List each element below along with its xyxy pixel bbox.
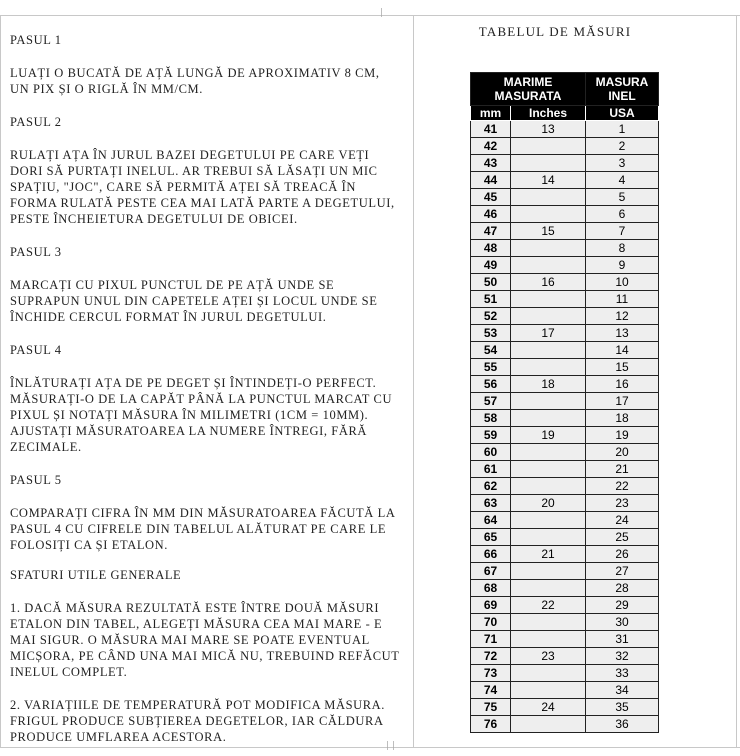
cell-inches xyxy=(511,665,586,682)
cell-usa: 4 xyxy=(586,172,659,189)
table-row xyxy=(471,325,659,342)
step-2-heading: PASUL 2 xyxy=(10,115,62,129)
cell-mm: 65 xyxy=(471,529,511,546)
table-row xyxy=(471,682,659,699)
table-title: TABELUL DE MĂSURI xyxy=(478,24,632,39)
cell-inches xyxy=(511,529,586,546)
cell-inches xyxy=(511,138,586,155)
table-row xyxy=(471,597,659,614)
cell-usa: 3 xyxy=(586,155,659,172)
cell-mm: 51 xyxy=(471,291,511,308)
page-marker-bottom: | | xyxy=(386,741,395,751)
cell-mm: 72 xyxy=(471,648,511,665)
cell-mm: 53 xyxy=(471,325,511,342)
cell-usa: 14 xyxy=(586,342,659,359)
cell-usa: 18 xyxy=(586,410,659,427)
cell-mm: 47 xyxy=(471,223,511,240)
cell-mm: 54 xyxy=(471,342,511,359)
table-row xyxy=(471,580,659,597)
cell-usa: 12 xyxy=(586,308,659,325)
size-table xyxy=(470,72,659,733)
cell-inches: 18 xyxy=(511,376,586,393)
cell-usa: 35 xyxy=(586,699,659,716)
cell-inches: 17 xyxy=(511,325,586,342)
cell-inches: 21 xyxy=(511,546,586,563)
cell-mm: 49 xyxy=(471,257,511,274)
cell-usa: 32 xyxy=(586,648,659,665)
cell-usa: 34 xyxy=(586,682,659,699)
column-divider xyxy=(413,15,414,748)
cell-usa: 5 xyxy=(586,189,659,206)
cell-mm: 70 xyxy=(471,614,511,631)
cell-mm: 59 xyxy=(471,427,511,444)
instructions-column xyxy=(10,26,400,745)
cell-inches xyxy=(511,291,586,308)
cell-inches xyxy=(511,512,586,529)
cell-inches xyxy=(511,563,586,580)
cell-usa: 9 xyxy=(586,257,659,274)
cell-mm: 75 xyxy=(471,699,511,716)
cell-usa: 17 xyxy=(586,393,659,410)
table-row xyxy=(471,172,659,189)
table-row xyxy=(471,189,659,206)
cell-mm: 73 xyxy=(471,665,511,682)
page-marker-top: | xyxy=(380,8,384,18)
table-row xyxy=(471,461,659,478)
cell-usa: 31 xyxy=(586,631,659,648)
table-row xyxy=(471,614,659,631)
step-3-heading: PASUL 3 xyxy=(10,245,62,259)
cell-inches xyxy=(511,410,586,427)
cell-usa: 30 xyxy=(586,614,659,631)
cell-mm: 58 xyxy=(471,410,511,427)
cell-usa: 13 xyxy=(586,325,659,342)
cell-inches xyxy=(511,444,586,461)
step-5-text: COMPARAȚI CIFRA ÎN MM DIN MĂSURATOAREA FĂCUTĂ LA PASUL 4 CU CIFRELE DIN TABELUL ALĂTURAT PE CARE LE FOLOSIȚI CA ȘI ETALON. xyxy=(10,506,395,552)
cell-mm: 42 xyxy=(471,138,511,155)
table-row xyxy=(471,291,659,308)
col-usa-header: USA xyxy=(586,106,659,121)
table-row xyxy=(471,512,659,529)
cell-mm: 66 xyxy=(471,546,511,563)
table-row xyxy=(471,444,659,461)
size-rows xyxy=(471,121,659,733)
cell-inches xyxy=(511,155,586,172)
tip-1-text: 1. DACĂ MĂSURA REZULTATĂ ESTE ÎNTRE DOUĂ MĂSURI ETALON DIN TABEL, ALEGEȚI MĂSURA CEA MAI MARE - E MAI SIGUR. O MĂSURA MAI MARE SE POATE EVENTUAL MICȘORA, PE CÂND UNA MAI MICĂ NU, TREBUIND REFĂCUT INELUL COMPLET. xyxy=(10,601,400,679)
cell-inches xyxy=(511,580,586,597)
table-row xyxy=(471,206,659,223)
cell-usa: 20 xyxy=(586,444,659,461)
table-row xyxy=(471,155,659,172)
cell-mm: 41 xyxy=(471,121,511,138)
cell-usa: 23 xyxy=(586,495,659,512)
header-ring-size: MASURA INEL xyxy=(586,73,659,106)
cell-mm: 43 xyxy=(471,155,511,172)
cell-usa: 11 xyxy=(586,291,659,308)
step-1-heading: PASUL 1 xyxy=(10,33,62,47)
cell-mm: 56 xyxy=(471,376,511,393)
cell-mm: 67 xyxy=(471,563,511,580)
step-1-text: LUAȚI O BUCATĂ DE AȚĂ LUNGĂ DE APROXIMATIV 8 CM, UN PIX ȘI O RIGLĂ ÎN MM/CM. xyxy=(10,66,380,96)
table-row xyxy=(471,478,659,495)
cell-inches xyxy=(511,342,586,359)
cell-usa: 24 xyxy=(586,512,659,529)
cell-inches xyxy=(511,461,586,478)
right-border xyxy=(736,15,737,748)
table-row xyxy=(471,563,659,580)
cell-usa: 10 xyxy=(586,274,659,291)
cell-usa: 2 xyxy=(586,138,659,155)
cell-inches xyxy=(511,682,586,699)
header-measured-size: MARIME MASURATA xyxy=(471,73,586,106)
cell-usa: 8 xyxy=(586,240,659,257)
step-5-heading: PASUL 5 xyxy=(10,473,62,487)
tips-heading: SFATURI UTILE GENERALE xyxy=(10,568,182,582)
cell-mm: 68 xyxy=(471,580,511,597)
step-3-text: MARCAȚI CU PIXUL PUNCTUL DE PE AȚĂ UNDE SE SUPRAPUN UNUL DIN CAPETELE AȚEI ȘI LOCUL UNDE SE ÎNCHIDE CERCUL FORMAT ÎN JURUL DEGETULUI. xyxy=(10,278,378,324)
cell-usa: 16 xyxy=(586,376,659,393)
table-row xyxy=(471,342,659,359)
table-row xyxy=(471,546,659,563)
table-row xyxy=(471,393,659,410)
cell-usa: 25 xyxy=(586,529,659,546)
table-row xyxy=(471,257,659,274)
cell-mm: 46 xyxy=(471,206,511,223)
table-row xyxy=(471,121,659,138)
cell-usa: 28 xyxy=(586,580,659,597)
bottom-border xyxy=(0,747,740,748)
cell-mm: 64 xyxy=(471,512,511,529)
cell-usa: 15 xyxy=(586,359,659,376)
cell-inches xyxy=(511,393,586,410)
cell-usa: 7 xyxy=(586,223,659,240)
col-mm-header: mm xyxy=(471,106,511,121)
col-inches-header: Inches xyxy=(511,106,586,121)
table-row xyxy=(471,631,659,648)
cell-usa: 1 xyxy=(586,121,659,138)
cell-mm: 52 xyxy=(471,308,511,325)
cell-inches xyxy=(511,614,586,631)
table-row xyxy=(471,308,659,325)
cell-inches xyxy=(511,206,586,223)
cell-inches: 19 xyxy=(511,427,586,444)
cell-inches: 22 xyxy=(511,597,586,614)
table-row xyxy=(471,376,659,393)
table-row xyxy=(471,665,659,682)
cell-mm: 45 xyxy=(471,189,511,206)
table-row xyxy=(471,495,659,512)
table-row xyxy=(471,240,659,257)
top-border xyxy=(0,15,740,16)
cell-inches: 13 xyxy=(511,121,586,138)
cell-inches: 24 xyxy=(511,699,586,716)
cell-inches: 14 xyxy=(511,172,586,189)
cell-inches xyxy=(511,716,586,733)
table-row xyxy=(471,529,659,546)
tip-2-text: 2. VARIAȚIILE DE TEMPERATURĂ POT MODIFICA MĂSURA. FRIGUL PRODUCE SUBȚIEREA DEGETELOR, IAR CĂLDURA PRODUCE UMFLAREA ACESTORA. xyxy=(10,698,386,744)
cell-mm: 55 xyxy=(471,359,511,376)
cell-mm: 63 xyxy=(471,495,511,512)
cell-inches xyxy=(511,359,586,376)
table-row xyxy=(471,274,659,291)
left-border xyxy=(0,15,1,748)
cell-inches: 23 xyxy=(511,648,586,665)
cell-inches xyxy=(511,478,586,495)
table-row xyxy=(471,427,659,444)
cell-usa: 36 xyxy=(586,716,659,733)
cell-mm: 61 xyxy=(471,461,511,478)
cell-mm: 71 xyxy=(471,631,511,648)
step-4-heading: PASUL 4 xyxy=(10,343,62,357)
cell-mm: 74 xyxy=(471,682,511,699)
cell-mm: 60 xyxy=(471,444,511,461)
cell-mm: 76 xyxy=(471,716,511,733)
cell-mm: 48 xyxy=(471,240,511,257)
cell-usa: 22 xyxy=(586,478,659,495)
cell-mm: 62 xyxy=(471,478,511,495)
step-4-text: ÎNLĂTURAȚI AȚA DE PE DEGET ȘI ÎNTINDEȚI-O PERFECT. MĂSURAȚI-O DE LA CAPĂT PÂNĂ LA PUNCTUL MARCAT CU PIXUL ȘI NOTAȚI MĂSURA ÎN MILIMETRI (1CM = 10MM). AJUSTAȚI MĂSURATOAREA LA NUMERE ÎNTREGI, FĂRĂ ZECIMALE. xyxy=(10,376,393,454)
cell-inches xyxy=(511,189,586,206)
table-row xyxy=(471,648,659,665)
cell-inches: 16 xyxy=(511,274,586,291)
cell-inches xyxy=(511,257,586,274)
cell-mm: 50 xyxy=(471,274,511,291)
cell-usa: 19 xyxy=(586,427,659,444)
cell-inches xyxy=(511,240,586,257)
cell-usa: 27 xyxy=(586,563,659,580)
cell-usa: 6 xyxy=(586,206,659,223)
table-row xyxy=(471,699,659,716)
table-row xyxy=(471,138,659,155)
step-2-text: RULAȚI AȚA ÎN JURUL BAZEI DEGETULUI PE CARE VEȚI DORI SĂ PURTAȚI INELUL. AR TREBUI SĂ LĂSAȚI UN MIC SPAȚIU, "JOC", CARE SĂ PERMITĂ AȚEI SĂ TREACĂ ÎN FORMA RULATĂ PESTE CEA MAI LATĂ PARTE A DEGETULUI, PESTE ÎNCHEIETURA DEGETULUI DE OBICEI. xyxy=(10,148,395,226)
cell-usa: 29 xyxy=(586,597,659,614)
cell-inches: 15 xyxy=(511,223,586,240)
table-row xyxy=(471,410,659,427)
cell-usa: 33 xyxy=(586,665,659,682)
cell-usa: 26 xyxy=(586,546,659,563)
table-row xyxy=(471,359,659,376)
table-row xyxy=(471,716,659,733)
cell-mm: 44 xyxy=(471,172,511,189)
cell-inches: 20 xyxy=(511,495,586,512)
table-row xyxy=(471,223,659,240)
cell-mm: 69 xyxy=(471,597,511,614)
cell-inches xyxy=(511,631,586,648)
cell-usa: 21 xyxy=(586,461,659,478)
cell-mm: 57 xyxy=(471,393,511,410)
cell-inches xyxy=(511,308,586,325)
